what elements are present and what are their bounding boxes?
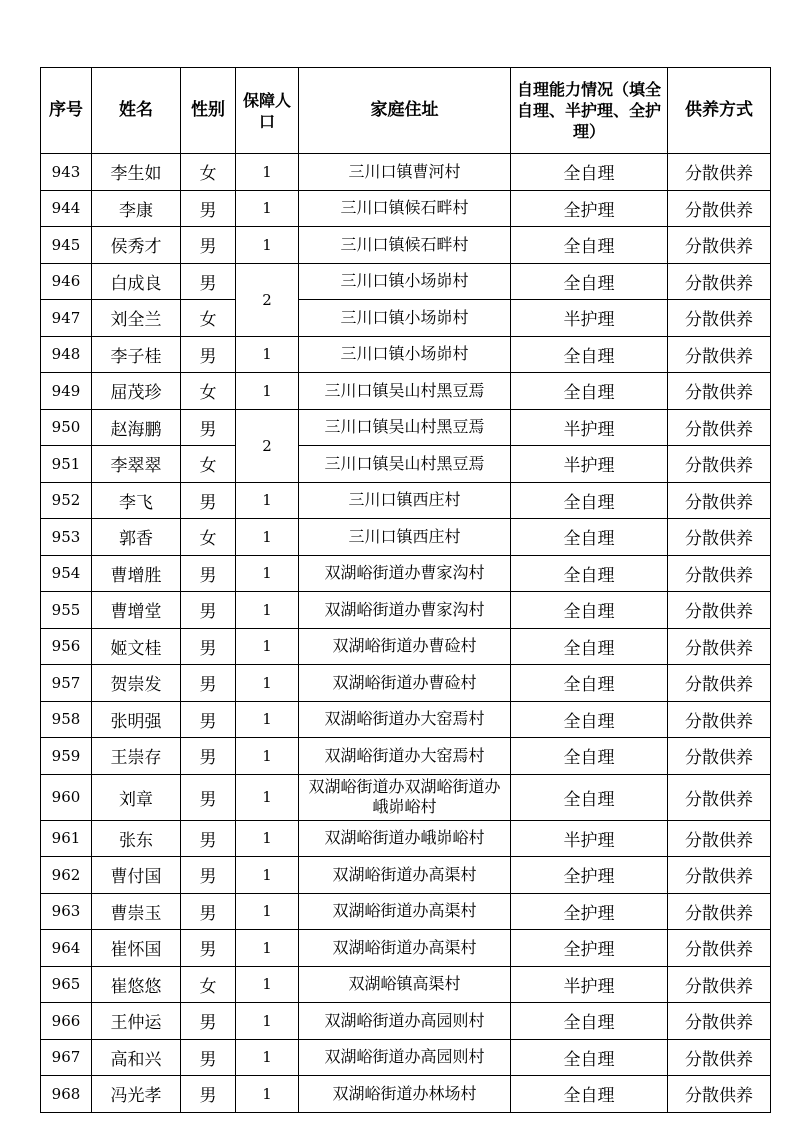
cell-seq: 960 [41,774,92,820]
cell-support: 分散供养 [668,857,771,894]
cell-address: 双湖峪街道办高园则村 [299,1003,511,1040]
cell-gender: 男 [181,190,236,227]
cell-support: 分散供养 [668,373,771,410]
support-roster-table [40,67,771,1113]
cell-name: 冯光孝 [92,1076,181,1113]
cell-ability: 半护理 [511,446,668,483]
cell-address: 三川口镇小场峁村 [299,336,511,373]
cell-name: 侯秀才 [92,227,181,264]
cell-gender: 女 [181,519,236,556]
cell-gender: 女 [181,154,236,191]
cell-ability: 全自理 [511,519,668,556]
cell-ability: 全自理 [511,738,668,775]
cell-ability: 半护理 [511,409,668,446]
cell-address: 双湖峪街道办林场村 [299,1076,511,1113]
cell-persons: 1 [236,628,299,665]
cell-support: 分散供养 [668,893,771,930]
table-row [41,966,771,1003]
cell-address: 双湖峪街道办高渠村 [299,857,511,894]
table-row [41,300,771,337]
cell-name: 高和兴 [92,1039,181,1076]
cell-seq: 948 [41,336,92,373]
cell-support: 分散供养 [668,263,771,300]
cell-support: 分散供养 [668,154,771,191]
cell-ability: 全护理 [511,893,668,930]
table-row [41,774,771,820]
cell-address: 三川口镇西庄村 [299,482,511,519]
cell-gender: 男 [181,555,236,592]
cell-seq: 953 [41,519,92,556]
cell-persons: 1 [236,1039,299,1076]
cell-address: 双湖峪街道办峨峁峪村 [299,820,511,857]
cell-gender: 男 [181,857,236,894]
cell-gender: 男 [181,665,236,702]
cell-address: 双湖峪街道办高园则村 [299,1039,511,1076]
cell-ability: 全自理 [511,154,668,191]
cell-persons: 1 [236,482,299,519]
cell-gender: 男 [181,820,236,857]
cell-support: 分散供养 [668,336,771,373]
cell-name: 王崇存 [92,738,181,775]
cell-name: 曹付国 [92,857,181,894]
table-row [41,893,771,930]
cell-seq: 957 [41,665,92,702]
cell-ability: 全自理 [511,373,668,410]
cell-name: 李飞 [92,482,181,519]
cell-ability: 全自理 [511,555,668,592]
cell-persons: 1 [236,738,299,775]
cell-persons: 1 [236,774,299,820]
cell-name: 刘全兰 [92,300,181,337]
cell-persons: 2 [236,409,299,482]
table-row [41,857,771,894]
cell-support: 分散供养 [668,738,771,775]
cell-address: 双湖峪街道办高渠村 [299,930,511,967]
cell-name: 李子桂 [92,336,181,373]
cell-seq: 946 [41,263,92,300]
cell-support: 分散供养 [668,555,771,592]
cell-support: 分散供养 [668,665,771,702]
cell-ability: 全自理 [511,227,668,264]
table-row [41,482,771,519]
cell-seq: 959 [41,738,92,775]
cell-persons: 1 [236,893,299,930]
cell-gender: 男 [181,1003,236,1040]
cell-gender: 女 [181,373,236,410]
cell-ability: 全护理 [511,190,668,227]
cell-name: 崔悠悠 [92,966,181,1003]
cell-address: 双湖峪街道办曹硷村 [299,665,511,702]
table-row [41,227,771,264]
cell-name: 曹增胜 [92,555,181,592]
cell-support: 分散供养 [668,1003,771,1040]
cell-support: 分散供养 [668,701,771,738]
cell-seq: 944 [41,190,92,227]
table-row [41,701,771,738]
cell-support: 分散供养 [668,409,771,446]
cell-ability: 全自理 [511,592,668,629]
header-row [41,68,771,154]
cell-gender: 男 [181,336,236,373]
cell-support: 分散供养 [668,930,771,967]
cell-ability: 全自理 [511,1003,668,1040]
cell-seq: 949 [41,373,92,410]
header-gender: 性别 [181,68,236,154]
cell-support: 分散供养 [668,446,771,483]
cell-support: 分散供养 [668,300,771,337]
table-row [41,555,771,592]
table-row [41,336,771,373]
cell-address: 双湖峪街道办高渠村 [299,893,511,930]
cell-ability: 全自理 [511,336,668,373]
cell-persons: 1 [236,336,299,373]
cell-ability: 全护理 [511,857,668,894]
cell-gender: 男 [181,774,236,820]
cell-seq: 962 [41,857,92,894]
cell-support: 分散供养 [668,482,771,519]
cell-name: 曹崇玉 [92,893,181,930]
table-row [41,409,771,446]
cell-support: 分散供养 [668,1076,771,1113]
cell-address: 三川口镇曹河村 [299,154,511,191]
cell-name: 曹增堂 [92,592,181,629]
cell-address: 双湖峪街道办大窑焉村 [299,738,511,775]
cell-persons: 1 [236,592,299,629]
cell-ability: 半护理 [511,820,668,857]
cell-ability: 全自理 [511,482,668,519]
cell-gender: 男 [181,701,236,738]
table-row [41,1076,771,1113]
cell-name: 刘章 [92,774,181,820]
cell-support: 分散供养 [668,227,771,264]
cell-seq: 966 [41,1003,92,1040]
cell-support: 分散供养 [668,519,771,556]
cell-name: 李翠翠 [92,446,181,483]
cell-gender: 男 [181,227,236,264]
cell-gender: 女 [181,300,236,337]
cell-address: 三川口镇候石畔村 [299,227,511,264]
cell-support: 分散供养 [668,966,771,1003]
cell-seq: 965 [41,966,92,1003]
cell-address: 三川口镇吴山村黑豆焉 [299,409,511,446]
cell-address: 三川口镇吴山村黑豆焉 [299,446,511,483]
cell-name: 姬文桂 [92,628,181,665]
header-persons: 保障人口 [236,68,299,154]
table-row [41,628,771,665]
cell-support: 分散供养 [668,774,771,820]
cell-persons: 1 [236,701,299,738]
cell-address: 三川口镇小场峁村 [299,263,511,300]
cell-seq: 952 [41,482,92,519]
cell-persons: 1 [236,154,299,191]
cell-ability: 半护理 [511,300,668,337]
table-row [41,1039,771,1076]
cell-seq: 945 [41,227,92,264]
table-row [41,930,771,967]
cell-gender: 男 [181,592,236,629]
cell-gender: 男 [181,1039,236,1076]
table-row [41,592,771,629]
cell-gender: 男 [181,628,236,665]
cell-ability: 全自理 [511,665,668,702]
cell-gender: 男 [181,738,236,775]
cell-support: 分散供养 [668,1039,771,1076]
cell-seq: 958 [41,701,92,738]
cell-gender: 女 [181,966,236,1003]
cell-name: 李康 [92,190,181,227]
cell-ability: 全自理 [511,774,668,820]
table-row [41,263,771,300]
cell-persons: 1 [236,857,299,894]
cell-name: 赵海鹏 [92,409,181,446]
cell-address: 三川口镇小场峁村 [299,300,511,337]
cell-name: 崔怀国 [92,930,181,967]
header-support: 供养方式 [668,68,771,154]
header-seq: 序号 [41,68,92,154]
table-row [41,154,771,191]
cell-gender: 男 [181,409,236,446]
cell-seq: 951 [41,446,92,483]
cell-persons: 1 [236,519,299,556]
cell-persons: 1 [236,1003,299,1040]
cell-seq: 950 [41,409,92,446]
table-row [41,519,771,556]
cell-ability: 半护理 [511,966,668,1003]
cell-gender: 男 [181,893,236,930]
cell-name: 屈茂珍 [92,373,181,410]
cell-seq: 955 [41,592,92,629]
cell-seq: 964 [41,930,92,967]
cell-name: 张明强 [92,701,181,738]
cell-persons: 1 [236,555,299,592]
cell-ability: 全自理 [511,263,668,300]
cell-persons: 1 [236,1076,299,1113]
table-row [41,738,771,775]
cell-address: 双湖峪街道办曹硷村 [299,628,511,665]
cell-name: 李生如 [92,154,181,191]
cell-address: 三川口镇西庄村 [299,519,511,556]
cell-name: 王仲运 [92,1003,181,1040]
header-address: 家庭住址 [299,68,511,154]
cell-name: 郭香 [92,519,181,556]
header-name: 姓名 [92,68,181,154]
cell-address: 双湖峪街道办曹家沟村 [299,555,511,592]
cell-address: 双湖峪街道办双湖峪街道办峨峁峪村 [299,774,511,820]
cell-gender: 男 [181,263,236,300]
header-ability: 自理能力情况（填全自理、半护理、全护理） [511,68,668,154]
cell-ability: 全自理 [511,628,668,665]
cell-gender: 男 [181,1076,236,1113]
cell-seq: 961 [41,820,92,857]
cell-persons: 1 [236,930,299,967]
cell-seq: 968 [41,1076,92,1113]
table-row [41,446,771,483]
cell-address: 三川口镇候石畔村 [299,190,511,227]
cell-gender: 女 [181,446,236,483]
cell-gender: 男 [181,482,236,519]
cell-gender: 男 [181,930,236,967]
cell-seq: 954 [41,555,92,592]
cell-seq: 947 [41,300,92,337]
cell-name: 贺崇发 [92,665,181,702]
table-row [41,665,771,702]
cell-persons: 2 [236,263,299,336]
cell-seq: 956 [41,628,92,665]
cell-name: 白成良 [92,263,181,300]
cell-ability: 全自理 [511,1039,668,1076]
cell-seq: 963 [41,893,92,930]
cell-ability: 全自理 [511,1076,668,1113]
cell-support: 分散供养 [668,190,771,227]
cell-seq: 967 [41,1039,92,1076]
cell-persons: 1 [236,373,299,410]
cell-persons: 1 [236,227,299,264]
cell-address: 双湖峪镇高渠村 [299,966,511,1003]
cell-address: 三川口镇吴山村黑豆焉 [299,373,511,410]
table-row [41,190,771,227]
cell-name: 张东 [92,820,181,857]
cell-support: 分散供养 [668,628,771,665]
cell-ability: 全护理 [511,930,668,967]
cell-address: 双湖峪街道办大窑焉村 [299,701,511,738]
cell-persons: 1 [236,665,299,702]
table-row [41,1003,771,1040]
cell-address: 双湖峪街道办曹家沟村 [299,592,511,629]
table-row [41,820,771,857]
table-row [41,373,771,410]
cell-persons: 1 [236,966,299,1003]
cell-persons: 1 [236,190,299,227]
cell-persons: 1 [236,820,299,857]
cell-seq: 943 [41,154,92,191]
cell-ability: 全自理 [511,701,668,738]
cell-support: 分散供养 [668,592,771,629]
cell-support: 分散供养 [668,820,771,857]
